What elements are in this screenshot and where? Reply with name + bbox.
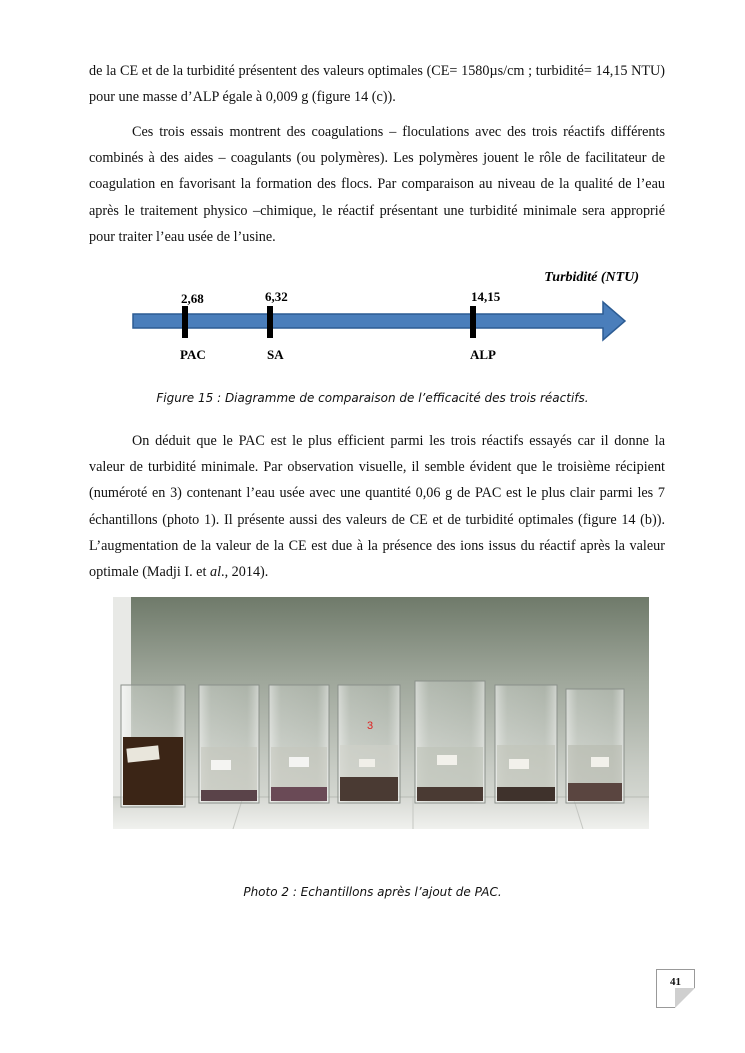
axis-title: Turbidité (NTU)	[544, 270, 639, 285]
marker-label-sa: SA	[267, 347, 284, 362]
marker-bar-sa	[267, 306, 273, 338]
marker-bar-alp	[470, 306, 476, 338]
paragraph-2-text: Ces trois essais montrent des coagulations – floculations avec des trois réactifs différents combinés à des aides – coagulants (ou polymères). Les polymères jouent le rôle de facilitateur de coagulation en favorisant la formation des flocs. Par comparaison au niveau de la qualité de l’eau après le traitement physico –chimique, le réactif présentant une turbidité minimale sera approprié pour traiter l’eau usée de l’usine.	[89, 124, 665, 245]
page-number: 41	[670, 976, 681, 988]
marker-value-alp: 14,15	[471, 289, 501, 304]
samples-photo	[113, 597, 649, 829]
marker-value-pac: 2,68	[181, 291, 204, 306]
paragraph-3-text	[89, 428, 665, 585]
paragraph-3-part-2: ., 2014).	[221, 564, 269, 581]
paragraph-3-italic: al	[209, 564, 222, 581]
sample-number-label: 3	[366, 720, 374, 732]
paragraph-1-text: de la CE et de la turbidité présentent des valeurs optimales (CE= 1580µs/cm ; turbidité= 14,15 NTU) pour une masse d’ALP égale à 0,009 g (figure 14 (c)).	[89, 63, 665, 106]
marker-label-alp: ALP	[470, 347, 496, 362]
marker-value-sa: 6,32	[265, 289, 288, 304]
page-number-box	[656, 969, 695, 1008]
marker-label-pac: PAC	[180, 347, 206, 362]
photo-caption: Photo 2 : Echantillons après l’ajout de PAC.	[243, 885, 502, 899]
paragraph-1	[89, 58, 665, 110]
page-fold-corner	[675, 988, 695, 1008]
marker-bar-pac	[182, 306, 188, 338]
paragraph-3-part-1: On déduit que le PAC est le plus efficient parmi les trois réactifs essayés car il donne la valeur de turbidité minimale. Par observation visuelle, il semble évident que le troisième récipient (numéroté en 3) contenant l’eau usée avec une quantité 0,06 g de PAC est le plus clair parmi les 7 échantillons (photo 1). Il présente aussi des valeurs de CE et de turbidité optimales (figure 14 (b)). L’augmentation de la valeur de la CE est due à la présence des ions issus du réactif après la valeur optimale (Madji I. et	[89, 433, 665, 581]
figure-caption: Figure 15 : Diagramme de comparaison de l’efficacité des trois réactifs.	[156, 391, 589, 405]
samples-photo-image	[113, 597, 649, 829]
turbidity-axis-arrow	[133, 302, 625, 340]
paragraph-3	[89, 428, 665, 585]
paragraph-2	[89, 119, 665, 250]
turbidity-comparison-diagram	[0, 262, 745, 372]
